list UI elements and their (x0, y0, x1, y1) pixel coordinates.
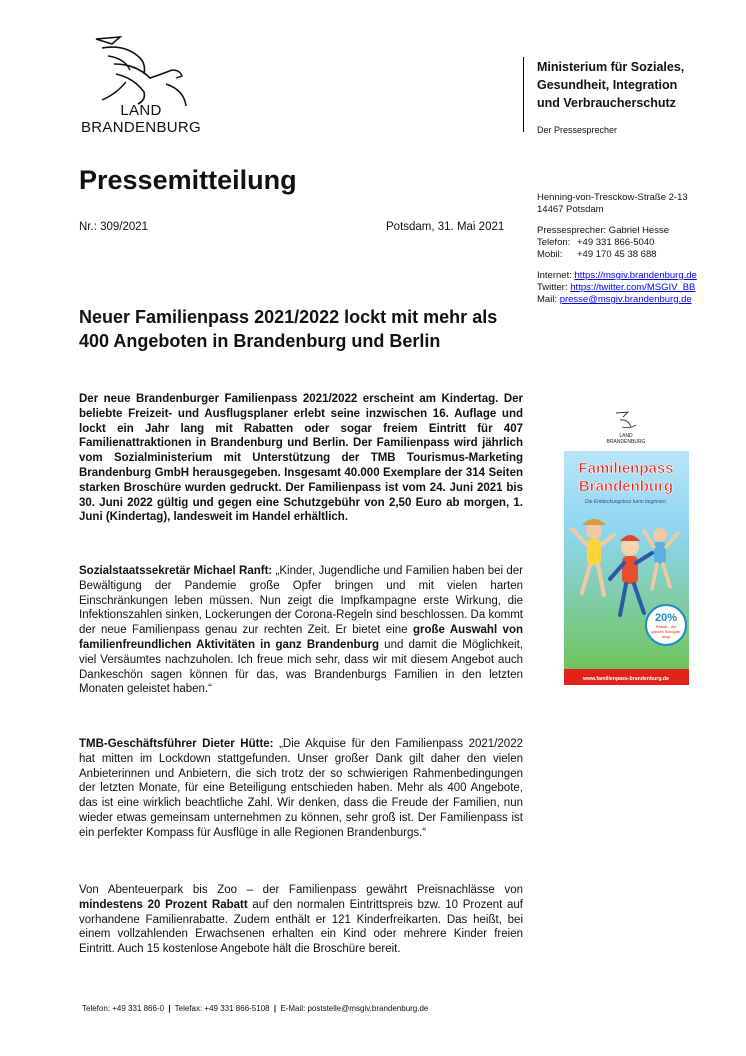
twitter-link[interactable]: https://twitter.com/MSGIV_BB (570, 282, 696, 293)
contact-spokesperson: Pressesprecher: Gabriel Hesse (537, 225, 669, 236)
cover-logo-line-2: BRANDENBURG (606, 439, 646, 445)
contact-city: 14467 Potsdam (537, 204, 604, 215)
cover-child-1-head (586, 523, 602, 539)
mail-link[interactable]: presse@msgiv.brandenburg.de (559, 294, 692, 305)
footer-phone: Telefon: +49 331 866-0 (82, 1004, 165, 1013)
discount-emphasis: mindestens 20 Prozent Rabatt (79, 898, 248, 911)
quote-ranft-speaker: Sozialstaatssekretär Michael Ranft: (79, 565, 273, 577)
quote-ranft-paragraph (79, 564, 523, 697)
footer-separator: | (273, 1004, 277, 1013)
quote-ranft-text-a: „Kinder, Jugendliche und Familien haben bei der Bewältigung der Pandemie große Opfer bringen und mit vielen harten Einschränkungen leben müssen. Nun zeigt die Impfkampagne erste Wirkung, die Infektionszahlen sinken, Lockerungen der Corona-Regeln sind beschlossen. Da kommt der neue Familienpass genau zur rechten Zeit. Er bietet eine (79, 565, 523, 637)
cover-badge-line-3: lang! (661, 635, 671, 639)
cover-child-3-body (654, 542, 666, 564)
cover-badge-line-1: Rabatt – ein (655, 625, 677, 629)
discount-text-b: auf den normalen Eintrittspreis bzw. 10 Prozent auf vorhandene Familienrabatte. Zudem enthält er 121 Kinderfreikarten. Das heißt, bei einem vollzahlenden Erwachsenen erhalten ein Kind oder mehrere Kinder freien Eintritt. Auch 15 kostenlose Angebote hält die Broschüre bereit. (79, 898, 524, 956)
contact-mobile-row (537, 249, 737, 261)
quote-ranft-emphasis: große Auswahl von familienfreundlichen Aktivitäten in ganz Brandenburg (79, 624, 523, 651)
brochure-cover-image (564, 403, 689, 685)
brochure-cover-art (564, 403, 689, 685)
contact-phone-row (537, 237, 737, 249)
land-brandenburg-logo (76, 34, 206, 140)
cover-url: www.familienpass-brandenburg.de (583, 676, 669, 682)
cover-child-2-body (622, 556, 638, 584)
quote-huette-text: „Die Akquise für den Familienpass 2021/2022 hat mitten im Lockdown stattgefunden. Unser großer Dank gilt daher den vielen Anbieterinnen und Anbietern, die sich trotz der so schwierigen Rahmenbedingungen der letzten Monate, für eine Beteiligung entschieden haben. Mehr als 400 Angebote, das ist eine wirklich beachtliche Zahl. Wir denken, dass die Freude der Familien, nun wieder etwas gemeinsam unternehmen zu können, sehr groß ist. Der Familienpass ist ein perfekter Kompass für Ausflüge in alle Regionen Brandenburgs.“ (79, 738, 523, 839)
ministry-line-1: Ministerium für Soziales, (537, 60, 685, 74)
contact-internet-row (537, 270, 737, 282)
phone-label: Telefon: (537, 237, 571, 248)
ministry-name (537, 58, 684, 112)
internet-link[interactable]: https://msgiv.brandenburg.de (574, 270, 697, 281)
cover-badge-line-2: ganzes Schuljahr (651, 630, 681, 634)
mail-label: Mail: (537, 294, 558, 305)
logo-line-land: LAND (120, 102, 162, 119)
cover-logo-line-1: LAND (619, 433, 633, 439)
twitter-label: Twitter: (537, 282, 568, 293)
spokesperson-title: Der Pressesprecher (537, 125, 618, 135)
footer-email: E-Mail: poststelle@msgiv.brandenburg.de (280, 1004, 429, 1013)
lead-paragraph: Der neue Brandenburger Familienpass 2021/2022 erscheint am Kindertag. Der beliebte Freizeit- und Ausflugsplaner erlebt seine inzwischen 16. Auflage und lockt ein Jahr lang mit Rabatten oder sogar freiem Eintritt für 407 Familienattraktionen in Brandenburg und Berlin. Der Familienpass wird jährlich vom Sozialministerium mit Unterstützung der TMB Tourismus-Marketing Brandenburg GmbH herausgegeben. Insgesamt 40.000 Exemplare der 314 Seiten starken Broschüre wurden gedruckt. Der Familienpass ist vom 24. Juni 2021 bis 30. Juni 2022 gültig und gegen eine Schutzgebühr von 2,50 Euro ab morgen, 1. Juni (Kindertag), landesweit im Handel erhältlich. (79, 393, 523, 524)
internet-label: Internet: (537, 270, 572, 281)
contact-mail-row (537, 294, 737, 306)
press-release-date: Potsdam, 31. Mai 2021 (386, 221, 505, 233)
cover-badge-percent: 20% (654, 612, 678, 624)
mobile-value: +49 170 45 38 688 (577, 249, 657, 260)
footer-fax: Telefax: +49 331 866-5108 (174, 1004, 270, 1013)
header-divider (523, 57, 524, 132)
contact-twitter-row (537, 282, 737, 294)
discount-paragraph (79, 883, 523, 957)
cover-title-2: Brandenburg (578, 478, 674, 495)
cover-title-1: Familienpass (578, 460, 674, 477)
phone-value: +49 331 866-5040 (577, 237, 655, 248)
ministry-line-3: und Verbraucherschutz (537, 96, 676, 110)
headline: Neuer Familienpass 2021/2022 lockt mit mehr als 400 Angeboten in Brandenburg und Berlin (79, 307, 498, 351)
ministry-line-2: Gesundheit, Integration (537, 78, 678, 92)
cover-child-3-head (653, 528, 667, 542)
quote-ranft-text-b: und damit die Möglichkeit, viel Versäumtes nachzuholen. Ich freue mich sehr, dass wir mit diesem Angebot auch Dankeschön sagen können für das, was Brandenburgs Familien in den letzten Monaten geleistet haben.“ (79, 638, 523, 696)
cover-child-1-body (587, 539, 601, 565)
footer-separator: | (168, 1004, 171, 1013)
quote-huette-paragraph (79, 737, 523, 841)
logo-text (76, 102, 206, 136)
page-footer (82, 1004, 428, 1013)
contact-block (537, 192, 737, 306)
mobile-label: Mobil: (537, 249, 563, 260)
page-title: Pressemitteilung (79, 165, 297, 195)
quote-huette-speaker: TMB-Geschäftsführer Dieter Hütte: (79, 738, 274, 750)
eagle-icon (86, 34, 196, 106)
press-release-number: Nr.: 309/2021 (79, 221, 149, 233)
contact-street: Henning-von-Tresckow-Straße 2-13 (537, 192, 688, 203)
cover-tagline: Die Entdeckungstour kann beginnen. (584, 499, 668, 505)
discount-text-a: Von Abenteuerpark bis Zoo – der Familienpass gewährt Preisnachlässe von (79, 884, 523, 896)
logo-line-brandenburg: BRANDENBURG (81, 119, 201, 136)
